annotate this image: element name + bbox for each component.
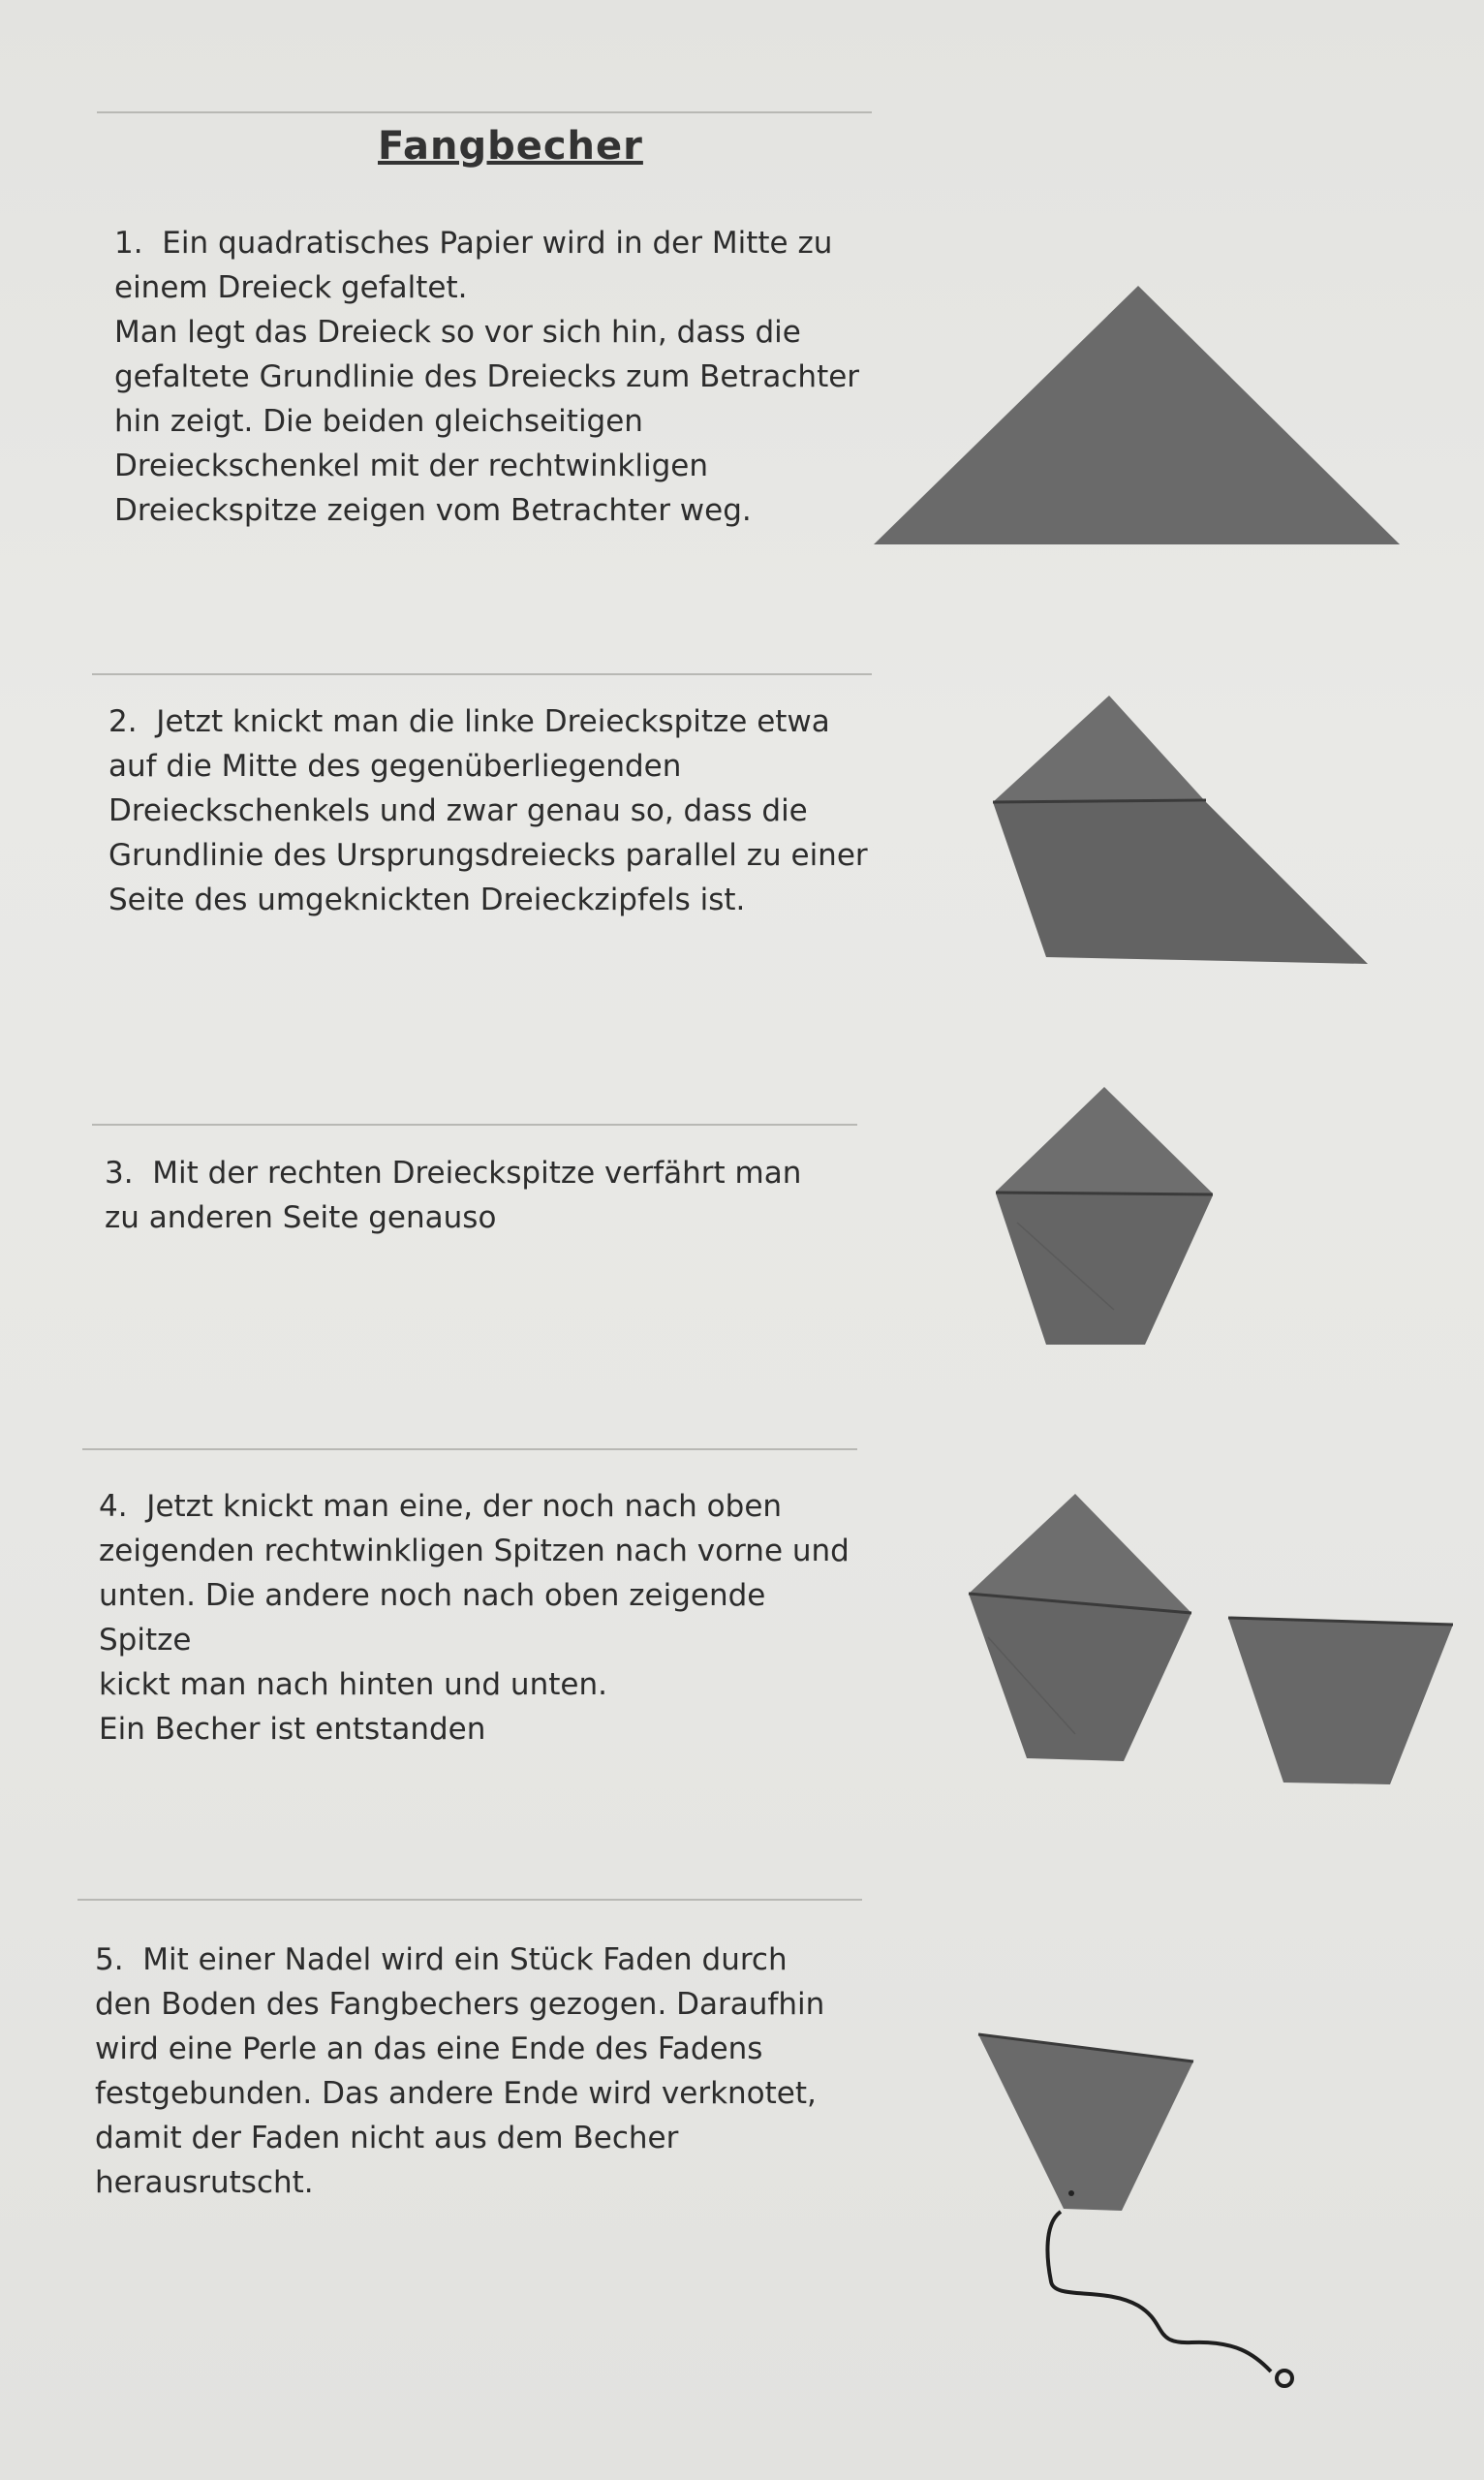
step-3-fold-diagram [996,1087,1213,1345]
step-number: 1. [114,226,143,261]
page-title: Fangbecher [378,124,643,169]
step-instruction: Ein quadratisches Papier wird in der Mitte zu einem Dreieck gefaltet. Man legt das Dreieck so vor sich hin, dass die gefaltete Grundlinie des Dreiecks zum Betrachter hin zeigt. Die beiden gleichseitigen Dreieckschenkel mit der rechtwinkligen Dreieckspitze zeigen vom Betrachter weg. [114,226,860,528]
step-instruction: Jetzt knickt man die linke Dreieckspitze etwa auf die Mitte des gegenüberliegenden Dreieckschenkels und zwar genau so, dass die Grundlinie des Ursprungsdreiecks parallel zu einer Seite des umgeknickten Dreieckzipfels ist. [108,704,868,917]
step-2-fold-diagram [993,696,1368,964]
step-instruction: Mit der rechten Dreieckspitze verfährt man zu anderen Seite genauso [105,1156,802,1235]
step-4-cup-diagrams [969,1494,1453,1784]
step-number: 2. [108,704,138,739]
step-number: 4. [99,1489,128,1524]
step-number: 3. [105,1156,134,1191]
step-1-triangle-diagram [874,286,1400,544]
step-instruction: Mit einer Nadel wird ein Stück Faden durch den Boden des Fangbechers gezogen. Daraufhin wird eine Perle an das eine Ende des Fadens festgebunden. Das andere Ende wird verknotet, damit der Faden nicht aus dem Becher herausrutscht. [95,1942,825,2200]
step-5-cup-with-thread-diagram [978,2034,1292,2386]
step-instruction: Jetzt knickt man eine, der noch nach oben zeigenden rechtwinkligen Spitzen nach vorne und unten. Die andere noch nach oben zeigende Spitze kickt man nach hinten und unten. Ein Becher ist entstanden [99,1489,850,1747]
bead [1277,2371,1292,2386]
step-number: 5. [95,1942,124,1977]
